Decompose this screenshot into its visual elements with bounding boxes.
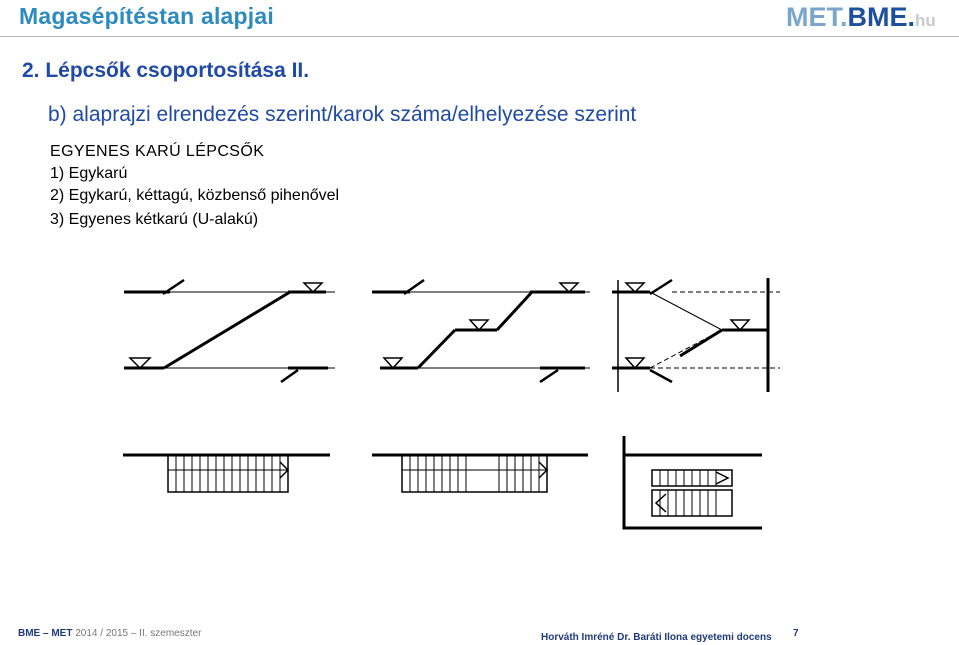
logo-met: MET.: [786, 2, 848, 32]
list-item-2: 2) Egykarú, kéttagú, közbenső pihenővel: [50, 187, 340, 204]
list-item-3: 3) Egyenes kétkarú (U-alakú): [50, 211, 259, 228]
list-item-1: 1) Egykarú: [50, 165, 128, 182]
plan-single-flight: [123, 455, 330, 492]
section-u-shaped: [612, 278, 780, 392]
footer-org: BME – MET: [18, 628, 73, 639]
category-heading: EGYENES KARÚ LÉPCSŐK: [50, 143, 265, 160]
footer-term: 2014 / 2015 – II. szemeszter: [75, 628, 202, 639]
course-title: Magasépítéstan alapjai: [19, 3, 274, 29]
section-two-part-flight: [372, 280, 590, 382]
footer-course-info: [18, 628, 201, 639]
plan-two-part-flight: [372, 455, 588, 492]
logo-hu: hu: [915, 11, 936, 30]
footer-author: Horváth Imréné Dr. Baráti Ilona egyetemi docens: [541, 632, 772, 643]
plan-u-shaped: [624, 436, 762, 528]
slide-title: 2. Lépcsők csoportosítása II.: [22, 59, 310, 82]
slide-subtitle: b) alaprajzi elrendezés szerint/karok száma/elhelyezése szerint: [48, 103, 637, 126]
section-single-flight: [124, 280, 335, 382]
logo-bme: BME.: [847, 2, 916, 32]
page-number: 7: [793, 628, 799, 639]
